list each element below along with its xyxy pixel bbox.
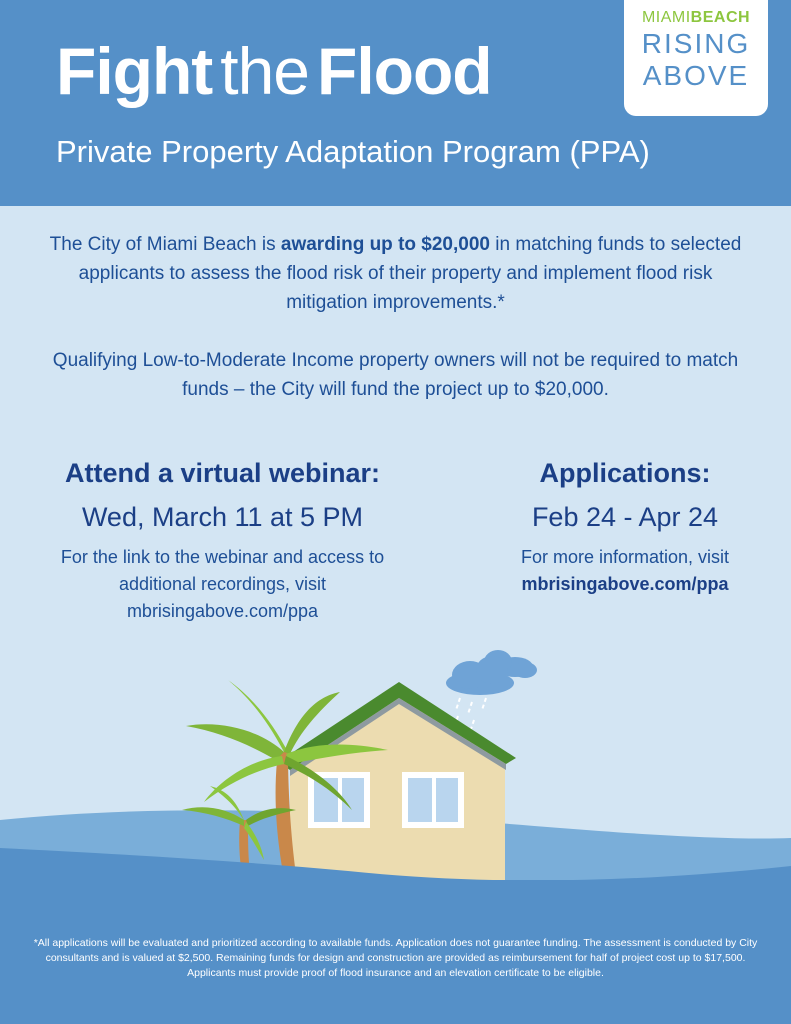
applications-info	[485, 544, 765, 598]
applications-info-text: For more information, visit	[520, 547, 730, 567]
webinar-date: Wed, March 11 at 5 PM	[81, 502, 364, 532]
logo-miami: MIAMI	[641, 9, 691, 26]
logo-line-2: RISING	[641, 28, 751, 59]
page-title	[56, 26, 492, 116]
title-word-fight: Fight	[56, 34, 213, 108]
applications-dates: Feb 24 - Apr 24	[531, 502, 719, 532]
logo-line-1	[624, 8, 768, 28]
webinar-section	[40, 454, 405, 625]
logo-beach: BEACH	[690, 9, 751, 26]
title-word-the: the	[220, 34, 310, 108]
footnote-disclaimer: *All applications will be evaluated and prioritized according to available funds. Application does not guarantee funding. The assessment is conducted by City consultants and is valued at $2,500. Remaining funds for design and construction are provided as reimbursement for half of project cost up to $17,500. Applicants must provide proof of flood insurance and an elevation certificate to be eligible.	[33, 937, 758, 979]
logo-line-3: ABOVE	[642, 60, 750, 91]
applications-heading: Applications:	[539, 458, 711, 488]
intro-paragraph-1	[40, 230, 751, 317]
rain-cloud-icon	[446, 650, 537, 732]
webinar-heading: Attend a virtual webinar:	[64, 458, 381, 488]
intro-highlight: awarding up to $20,000	[280, 234, 490, 255]
miami-beach-rising-above-logo	[624, 0, 768, 116]
applications-section	[485, 454, 765, 598]
intro-text: The City of Miami Beach is	[49, 234, 281, 255]
title-word-flood: Flood	[317, 34, 492, 108]
applications-link[interactable]: mbrisingabove.com/ppa	[521, 574, 729, 594]
webinar-info: For the link to the webinar and access to additional recordings, visit mbrisingabove.com/ppa	[60, 547, 385, 621]
header-banner	[0, 0, 791, 206]
intro-text-continued: in matching funds to selected applicants to assess the flood risk of their property and implement flood risk mitigation improvements.*	[78, 234, 742, 313]
intro-paragraph-2: Qualifying Low-to-Moderate Income property owners will not be required to match funds – the City will fund the project up to $20,000.	[52, 350, 739, 400]
page-subtitle: Private Property Adaptation Program (PPA)	[56, 134, 650, 169]
